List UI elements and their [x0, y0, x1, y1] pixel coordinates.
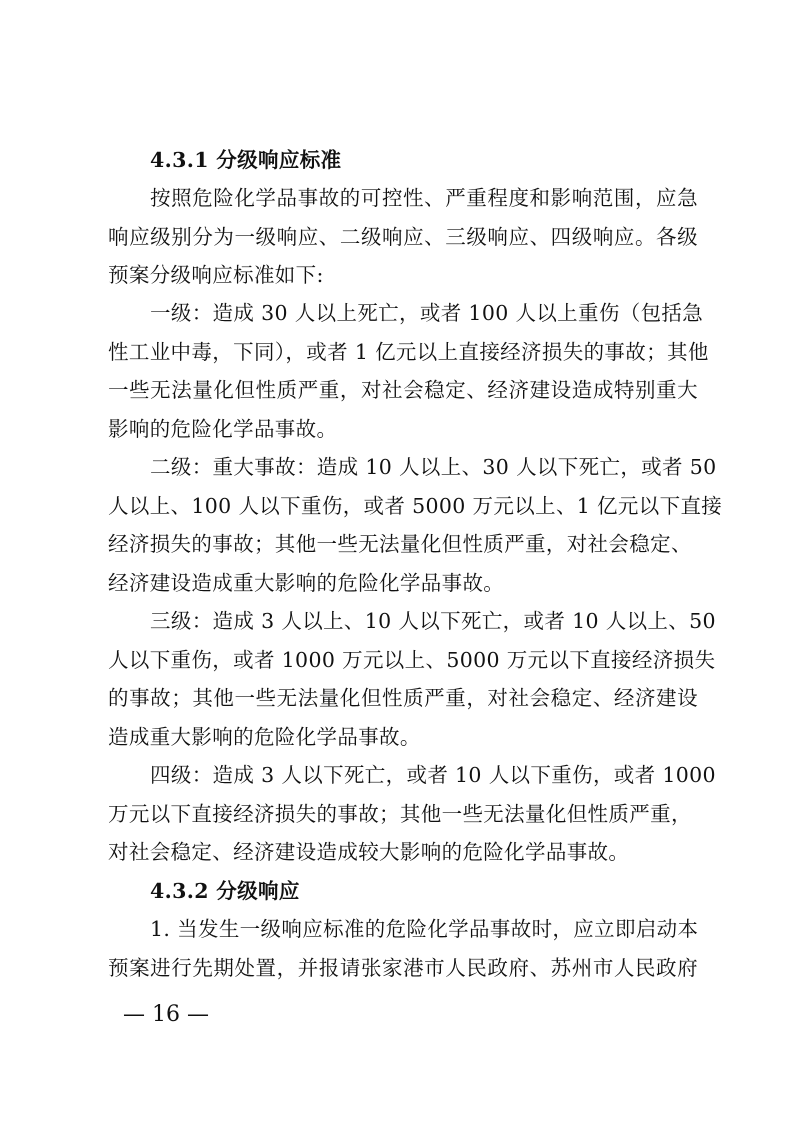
paragraph-line: 性工业中毒，下同），或者 1 亿元以上直接经济损失的事故；其他	[108, 340, 709, 364]
section-heading-4-3-1: 4.3.1 分级响应标准	[150, 148, 342, 172]
paragraph-line: 按照危险化学品事故的可控性、严重程度和影响范围，应急	[150, 186, 698, 210]
paragraph-line: 一些无法量化但性质严重，对社会稳定、经济建设造成特别重大	[108, 378, 698, 402]
paragraph-line: 1. 当发生一级响应标准的危险化学品事故时，应立即启动本	[150, 917, 699, 941]
paragraph-line: 人以上、100 人以下重伤，或者 5000 万元以上、1 亿元以下直接	[108, 494, 723, 518]
paragraph-line: 经济损失的事故；其他一些无法量化但性质严重，对社会稳定、	[108, 532, 692, 556]
paragraph-line: 造成重大影响的危险化学品事故。	[108, 725, 421, 749]
paragraph-line: 三级：造成 3 人以上、10 人以下死亡，或者 10 人以上、50	[150, 609, 716, 633]
paragraph-line: 影响的危险化学品事故。	[108, 417, 338, 441]
paragraph-line: 的事故；其他一些无法量化但性质严重，对社会稳定、经济建设	[108, 686, 698, 710]
section-heading-4-3-2: 4.3.2 分级响应	[150, 879, 300, 903]
paragraph-line: 预案进行先期处置，并报请张家港市人民政府、苏州市人民政府	[108, 956, 698, 980]
paragraph-line: 经济建设造成重大影响的危险化学品事故。	[108, 571, 505, 595]
paragraph-line: 人以下重伤，或者 1000 万元以上、5000 万元以下直接经济损失	[108, 648, 716, 672]
paragraph-line: 响应级别分为一级响应、二级响应、三级响应、四级响应。各级	[108, 225, 698, 249]
paragraph-line: 万元以下直接经济损失的事故；其他一些无法量化但性质严重，	[108, 802, 692, 826]
paragraph-line: 四级：造成 3 人以下死亡，或者 10 人以下重伤，或者 1000	[150, 763, 716, 787]
paragraph-line: 对社会稳定、经济建设造成较大影响的危险化学品事故。	[108, 840, 630, 864]
page-number: — 16 —	[123, 1002, 209, 1027]
paragraph-line: 一级：造成 30 人以上死亡，或者 100 人以上重伤（包括急	[150, 301, 704, 325]
paragraph-line: 预案分级响应标准如下:	[108, 263, 324, 287]
paragraph-line: 二级：重大事故：造成 10 人以上、30 人以下死亡，或者 50	[150, 455, 717, 479]
